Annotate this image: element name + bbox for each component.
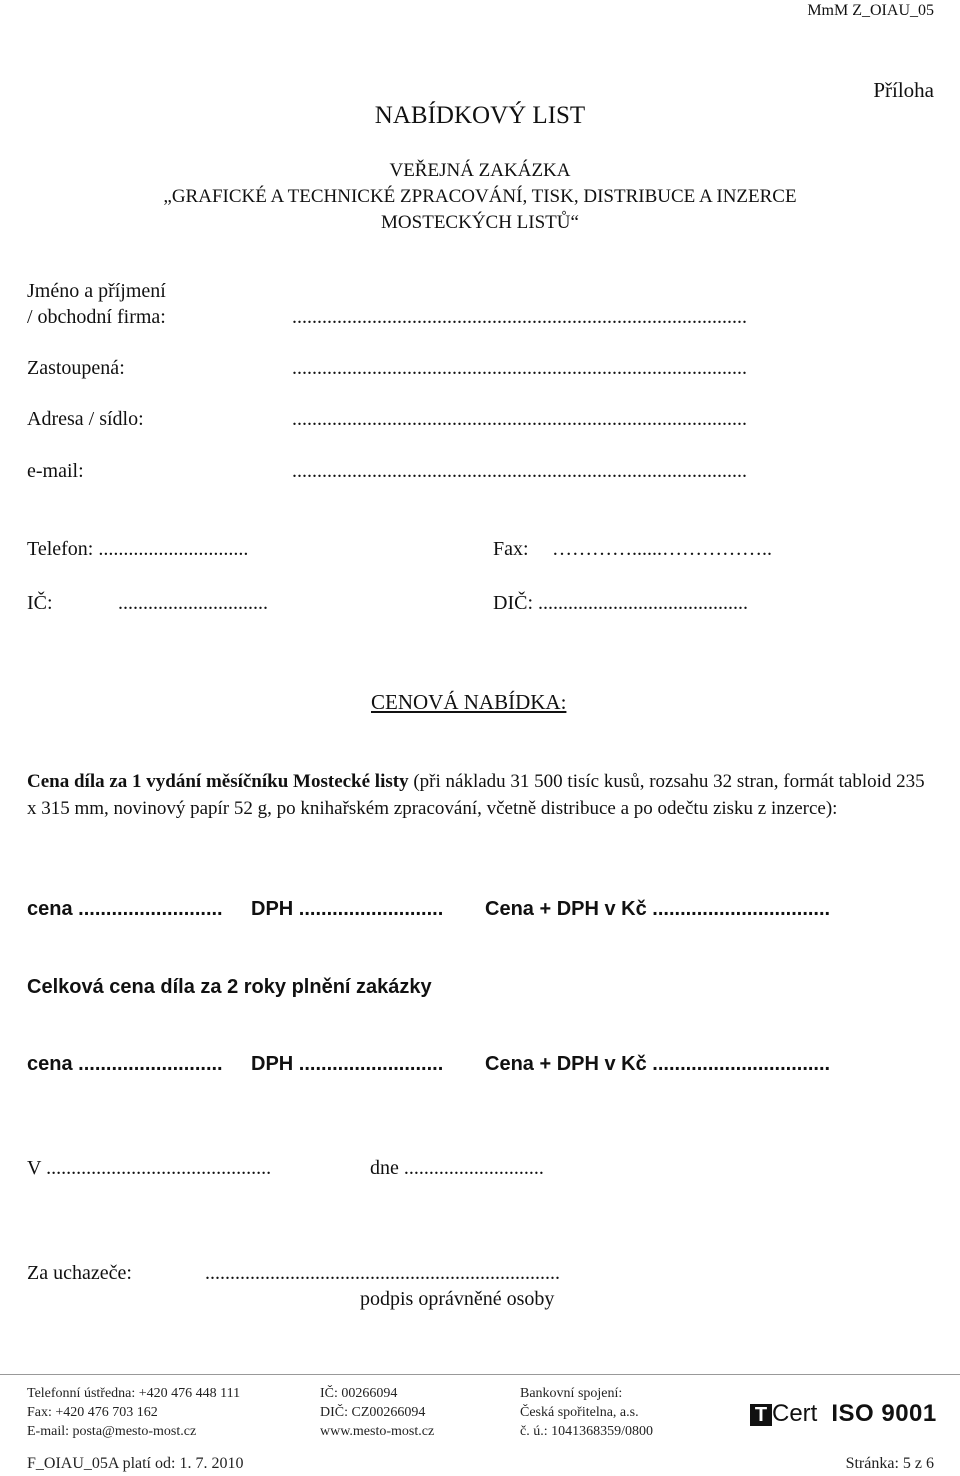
tcert-t-icon: T (750, 1404, 772, 1426)
offer-description (27, 768, 937, 822)
total-field-2[interactable]: Cena + DPH v Kč ................................ (485, 1053, 831, 1075)
total-price-heading: Celková cena díla za 2 roky plnění zakázky (27, 976, 432, 998)
attachment-label: Příloha (873, 78, 934, 102)
price-field-1[interactable]: cena .......................... (27, 898, 223, 920)
iso-text: ISO 9001 (831, 1400, 937, 1427)
tcert-text: Cert (772, 1400, 818, 1427)
price-field-2[interactable]: cena .......................... (27, 1053, 223, 1075)
vat-field-2[interactable]: DPH .......................... (251, 1053, 444, 1075)
page-title (0, 102, 960, 130)
footer-phone: Telefonní ústředna: +420 476 448 111 (27, 1386, 241, 1401)
email-field[interactable]: ........................................................................................... (292, 460, 747, 482)
page-title-text: NABÍDKOVÝ LIST (374, 102, 586, 129)
footer-email: E-mail: posta@mesto-most.cz (27, 1424, 197, 1439)
dic-field[interactable]: DIČ: .......................................... (493, 592, 748, 614)
phone-field[interactable]: Telefon: .............................. (27, 538, 249, 560)
price-offer-heading: CENOVÁ NABÍDKA: (371, 690, 567, 714)
applicant-label: Za uchazeče: (27, 1262, 132, 1284)
total-field-1[interactable]: Cena + DPH v Kč ................................ (485, 898, 831, 920)
signature-caption: podpis oprávněné osoby (360, 1288, 555, 1310)
footer-dic: DIČ: CZ00266094 (320, 1405, 426, 1420)
footer-fax: Fax: +420 476 703 162 (27, 1405, 158, 1420)
date-field[interactable]: dne ............................ (370, 1157, 544, 1179)
subtitle-line-2: „GRAFICKÉ A TECHNICKÉ ZPRACOVÁNÍ, TISK, DISTRIBUCE A INZERCE (163, 186, 797, 207)
represented-field[interactable]: ........................................................................................... (292, 357, 747, 379)
name-label-2: / obchodní firma: (27, 306, 166, 328)
page-number: Stránka: 5 z 6 (845, 1455, 934, 1472)
footer-ic: IČ: 00266094 (320, 1386, 398, 1401)
fax-field[interactable]: …………......…………….. (552, 538, 772, 560)
vat-field-1[interactable]: DPH .......................... (251, 898, 444, 920)
offer-description-bold: Cena díla za 1 vydání měsíčníku Mostecké listy (27, 771, 409, 792)
subtitle-line-3: MOSTECKÝCH LISTŮ“ (381, 212, 579, 233)
address-field[interactable]: ........................................................................................... (292, 408, 747, 430)
subtitle-line-1: VEŘEJNÁ ZAKÁZKA (389, 160, 571, 181)
ic-field[interactable]: .............................. (118, 592, 268, 614)
offer-description-rest: (při nákladu 31 500 tisíc kusů, rozsahu 32 stran, formát tabloid 235 x 315 mm, novinový papír 52 g, po knihařském zpracování, včetně distribuce a po odečtu zisku z inzerce): (27, 771, 925, 819)
footer-bank-name: Česká spořitelna, a.s. (520, 1405, 639, 1420)
name-field[interactable]: ........................................................................................... (292, 306, 747, 328)
footer-divider (0, 1374, 960, 1375)
footer-website: www.mesto-most.cz (320, 1424, 435, 1439)
name-label-1: Jméno a příjmení (27, 280, 166, 302)
footer-bank-account: č. ú.: 1041368359/0800 (520, 1424, 653, 1439)
ic-label: IČ: (27, 592, 53, 614)
place-field[interactable]: V ............................................. (27, 1157, 272, 1179)
address-label: Adresa / sídlo: (27, 408, 144, 430)
document-code: MmM Z_OIAU_05 (807, 2, 934, 19)
fax-label: Fax: (493, 538, 529, 560)
represented-label: Zastoupená: (27, 357, 125, 379)
signature-field[interactable]: ....................................................................... (205, 1262, 560, 1284)
email-label: e-mail: (27, 460, 84, 482)
tcert-iso-logo (750, 1400, 937, 1428)
footer-bank-title: Bankovní spojení: (520, 1386, 623, 1401)
validity-note: F_OIAU_05A platí od: 1. 7. 2010 (27, 1455, 244, 1472)
